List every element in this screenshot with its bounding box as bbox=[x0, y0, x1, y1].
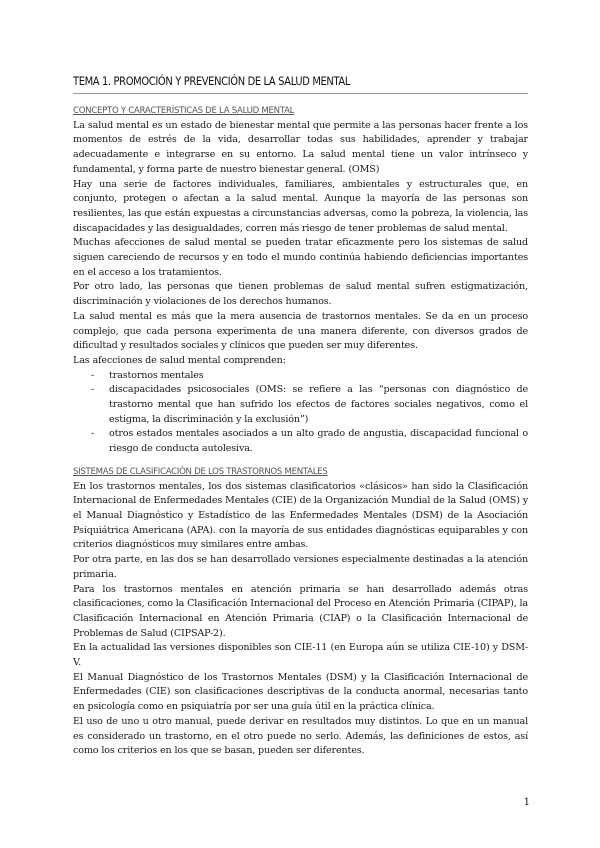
list-item bbox=[73, 427, 528, 456]
paragraph: Las afecciones de salud mental comprenden: bbox=[73, 354, 286, 366]
paragraph: La salud mental es más que la mera ausencia de trastornos mentales. Se da en un proceso complejo, que cada persona experimenta de una manera diferente, con diversos grados de dificultad y resultados sociales y clínicos que pueden ser muy diferentes. bbox=[73, 310, 528, 352]
section-heading-sistemas: SISTEMAS DE CLASIFICACIÓN DE LOS TRASTORNOS MENTALES bbox=[73, 466, 328, 477]
paragraph: Por otra parte, en las dos se han desarrollado versiones especialmente destinadas a la atención primaria. bbox=[73, 554, 528, 580]
list-item bbox=[73, 383, 528, 427]
paragraph: En la actualidad las versiones disponibles son CIE-11 (en Europa aún se utiliza CIE-10) y DSM-V. bbox=[73, 642, 528, 669]
paragraph: La salud mental es un estado de bienestar mental que permite a las personas hacer frente a los momentos de estrés de la vida, desarrollar todas sus habilidades, aprender y trabajar adecuadamente e integrarse en su entorno. La salud mental tiene un valor intrínseco y fundamental, y forma parte de nuestro bienestar general. (OMS) bbox=[73, 119, 528, 175]
paragraph: En los trastornos mentales, los dos sistemas clasificatorios «clásicos» han sido la Clasificación Internacional de Enfermedades Mentales (CIE) de la Organización Mundial de la Salud (OMS) y el Manual Diagnóstico y Estadístico de las Enfermedades Mentales (DSM) de la Asociación Psiquiátrica Americana (APA). con la mayoría de sus entidades diagnósticas equiparables y con criterios diagnósticos muy similares entre ambas. bbox=[73, 480, 528, 551]
paragraph: El Manual Diagnóstico de los Trastornos Mentales (DSM) y la Clasificación Internacional de Enfermedades (CIE) son clasificaciones descriptivas de la conducta anormal, necesarias tanto en psicología como en psiquiatría por ser una guía útil en la práctica clínica. bbox=[73, 671, 528, 713]
paragraph: Hay una serie de factores individuales, familiares, ambientales y estructurales que, en conjunto, protegen o afectan a la salud mental. Aunque la mayoría de las personas son resilientes, las que están expuestas a circunstancias adversas, como la pobreza, la violencia, las discapacidades y las desigualdades, corren más riesgo de tener problemas de salud mental. bbox=[73, 178, 528, 234]
paragraph: Para los trastornos mentales en atención primaria se han desarrollado además otras clasificaciones, como la Clasificación Internacional del Proceso en Atención Primaria (CIPAP), la Clasificación Internacional en Atención Primaria (CIAP) o la Clasificación Internacional de Problemas de Salud (CIPSAP-2). bbox=[73, 583, 529, 639]
paragraph: El uso de uno u otro manual, puede derivar en resultados muy distintos. Lo que en un manual es considerado un trastorno, en el otro puede no serlo. Además, las definiciones de estos, así como los criterios en los que se basan, pueden ser diferentes. bbox=[73, 715, 528, 757]
page-title: TEMA 1. PROMOCIÓN Y PREVENCIÓN DE LA SALUD MENTAL bbox=[73, 74, 351, 88]
list-bullet: - bbox=[91, 428, 95, 440]
list-bullet: - bbox=[91, 369, 95, 381]
title-divider bbox=[73, 93, 528, 94]
afecciones-list bbox=[73, 369, 528, 457]
list-item bbox=[73, 369, 528, 384]
list-item-text: trastornos mentales bbox=[109, 369, 204, 381]
list-item-text: discapacidades psicosociales (OMS: se refiere a las “personas con diagnóstico de trastorno mental que han sufrido los efectos de factores sociales negativos, como el estigma, la discriminación y la exclusión”) bbox=[109, 384, 528, 425]
paragraph: Por otro lado, las personas que tienen problemas de salud mental sufren estigmatización, discriminación y violaciones de los derechos humanos. bbox=[73, 281, 528, 308]
list-item-text: otros estados mentales asociados a un alto grado de angustia, discapacidad funcional o riesgo de conducta autolesiva. bbox=[109, 428, 528, 455]
document-body bbox=[73, 104, 528, 759]
page-number: 1 bbox=[523, 797, 530, 808]
section-heading-concepto: CONCEPTO Y CARACTERÍSTICAS DE LA SALUD MENTAL bbox=[73, 106, 295, 116]
list-bullet: - bbox=[91, 384, 95, 396]
paragraph: Muchas afecciones de salud mental se pueden tratar eficazmente pero los sistemas de salud siguen careciendo de recursos y en todo el mundo continúa habiendo deficiencias importantes en el acceso a los tratamientos. bbox=[73, 237, 528, 278]
